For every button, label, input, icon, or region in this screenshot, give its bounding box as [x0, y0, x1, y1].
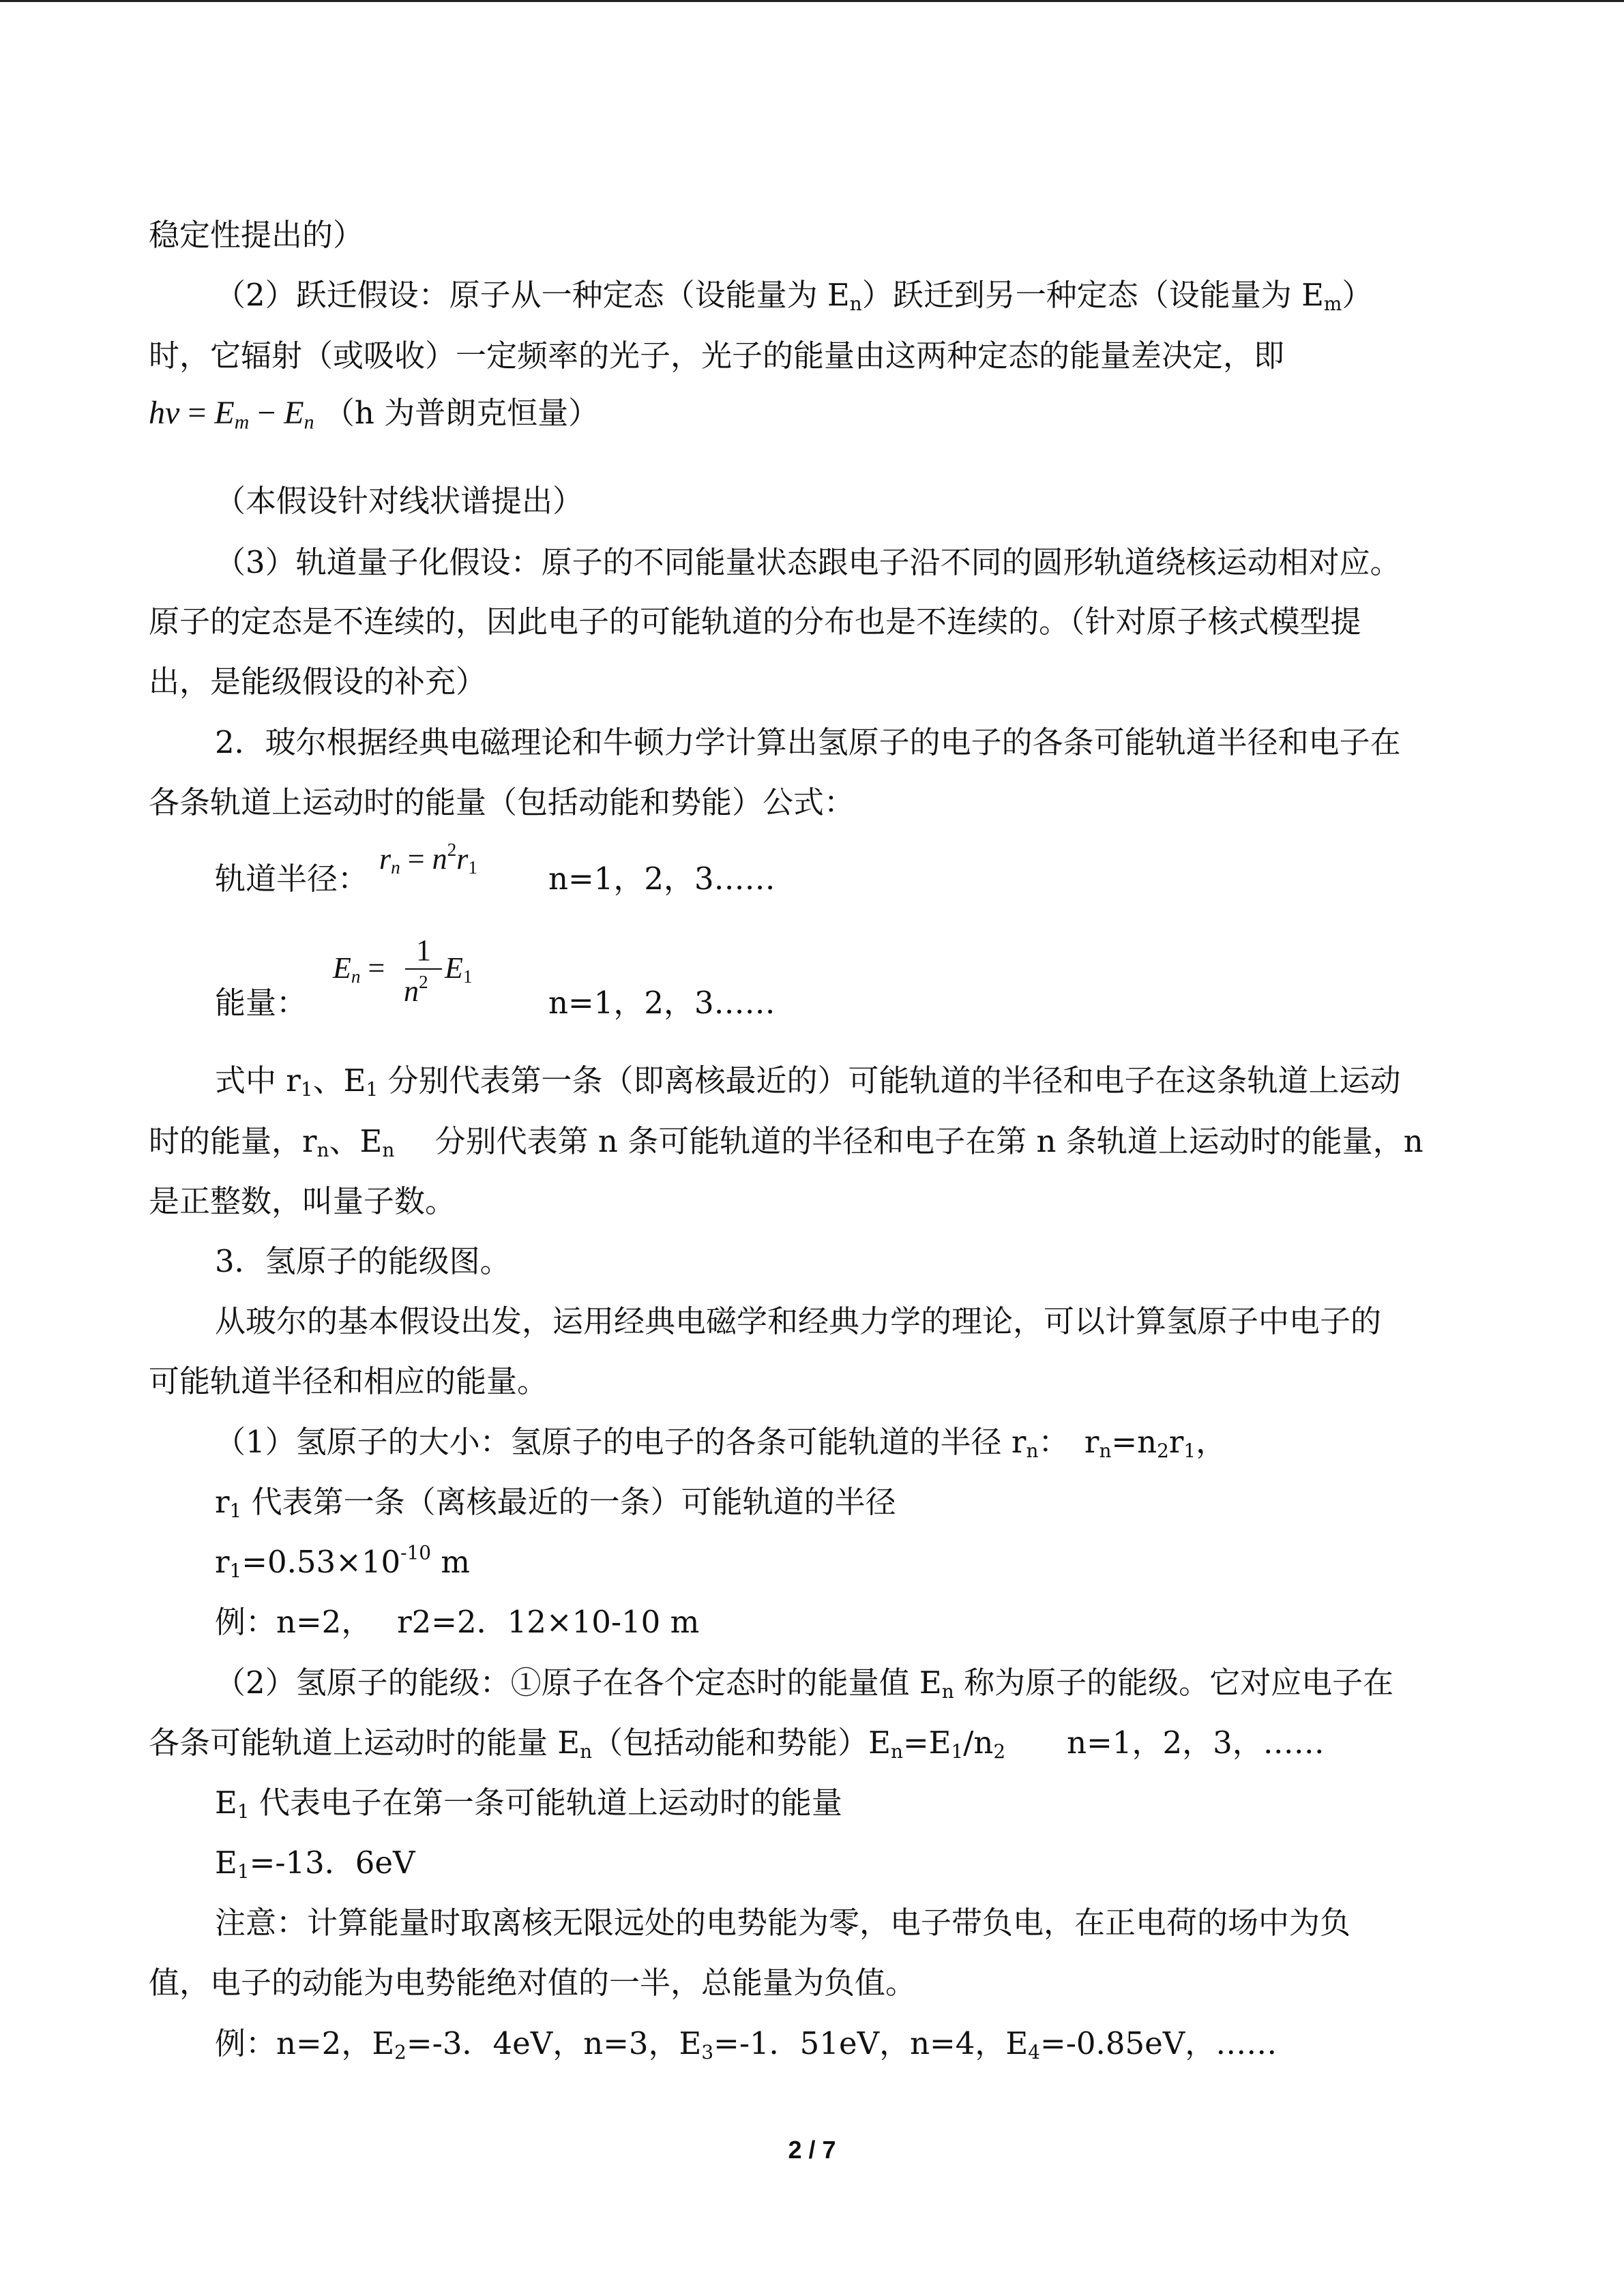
orbit-radius-label: 轨道半径：	[215, 861, 369, 897]
text-line: 原子的定态是不连续的，因此电子的可能轨道的分布也是不连续的。（针对原子核式模型提	[149, 603, 1361, 640]
text-line: 时的能量，$r_n$、$E_n$ 分别代表第 n 条可能轨道的半径和电子在第 n 条轨道上运动时的能量，n	[149, 1123, 1423, 1161]
text-line: 各条轨道上运动时的能量（包括动能和势能）公式：	[149, 784, 855, 820]
text-line: 注意：计算能量时取离核无限远处的电势能为零，电子带负电，在正电荷的场中为负	[215, 1905, 1351, 1941]
fraction-bar	[405, 968, 442, 970]
energy-formula: $E_n$ = 1 $n^2$ $E_1$	[333, 934, 473, 1008]
text-line: 2．玻尔根据经典电磁理论和牛顿力学计算出氢原子的电子的各条可能轨道半径和电子在	[215, 724, 1401, 760]
text-line: $E_1=-13$．6eV	[215, 1845, 415, 1883]
fraction-denominator: $n^2$	[404, 971, 428, 1008]
section-heading: 3．氢原子的能级图。	[215, 1243, 511, 1279]
text-line: 各条可能轨道上运动时的能量 $E_n$（包括动能和势能）$E_n=E_1/n_2$ n=1，2，3，……	[149, 1725, 1325, 1763]
text-line: 是正整数，叫量子数。	[149, 1183, 456, 1219]
text-line: 例：n=2，$E_2=-3$．4eV，n=3，$E_3=-1$．51eV，n=4，$E_4=-0.85eV$，……	[215, 2025, 1278, 2063]
text-line: （1）氢原子的大小：氢原子的电子的各条可能轨道的半径 $r_n$： $r_n=n_2r_1$，	[215, 1424, 1227, 1462]
text-line: $E_1$ 代表电子在第一条可能轨道上运动时的能量	[215, 1785, 842, 1823]
text-line: （2）跃迁假设：原子从一种定态（设能量为 $E_n$）跃迁到另一种定态（设能量为 $E_m$）	[215, 277, 1373, 315]
text-line: $r_1=0.53\times 10^{-10}$ m	[215, 1541, 471, 1582]
page-number: 2 / 7	[788, 2136, 836, 2164]
text-line: 例：n=2， r2=2．12×10-10 m	[215, 1604, 700, 1640]
text-line: （本假设针对线状谱提出）	[215, 483, 584, 519]
text-line: 出，是能级假设的补充）	[149, 664, 487, 700]
text-line: 值，电子的动能为电势能绝对值的一半，总能量为负值。	[149, 1965, 917, 2001]
text-line: （3）轨道量子化假设：原子的不同能量状态跟电子沿不同的圆形轨道绕核运动相对应。	[215, 544, 1401, 580]
formula-line: $h\nu = E_m - E_n$ （h 为普朗克恒量）	[149, 395, 600, 434]
energy-range: n=1，2，3……	[548, 985, 776, 1021]
energy-label: 能量：	[215, 985, 308, 1021]
fraction-numerator: 1	[416, 934, 431, 967]
text-line: $r_1$ 代表第一条（离核最近的一条）可能轨道的半径	[215, 1484, 896, 1522]
text-line: 稳定性提出的）	[149, 217, 364, 253]
text-line: （2）氢原子的能级：①原子在各个定态时的能量值 $E_n$ 称为原子的能级。它对应电子在	[215, 1665, 1394, 1703]
text-line: 时，它辐射（或吸收）一定频率的光子，光子的能量由这两种定态的能量差决定，即	[149, 338, 1285, 374]
energy-difference-formula: $h\nu = E_m - E_n$	[149, 395, 314, 434]
page-top-border	[0, 0, 1624, 2]
text-line: 式中 $r_1$、$E_1$ 分别代表第一条（即离核最近的）可能轨道的半径和电子在这条轨道上运动	[215, 1062, 1401, 1101]
text-line: 从玻尔的基本假设出发，运用经典电磁学和经典力学的理论，可以计算氢原子中电子的	[215, 1303, 1382, 1339]
orbit-radius-formula: $r_n = n^2r_1$	[379, 839, 477, 878]
orbit-radius-range: n=1，2，3……	[548, 861, 776, 897]
text-line: 可能轨道半径和相应的能量。	[149, 1363, 548, 1399]
